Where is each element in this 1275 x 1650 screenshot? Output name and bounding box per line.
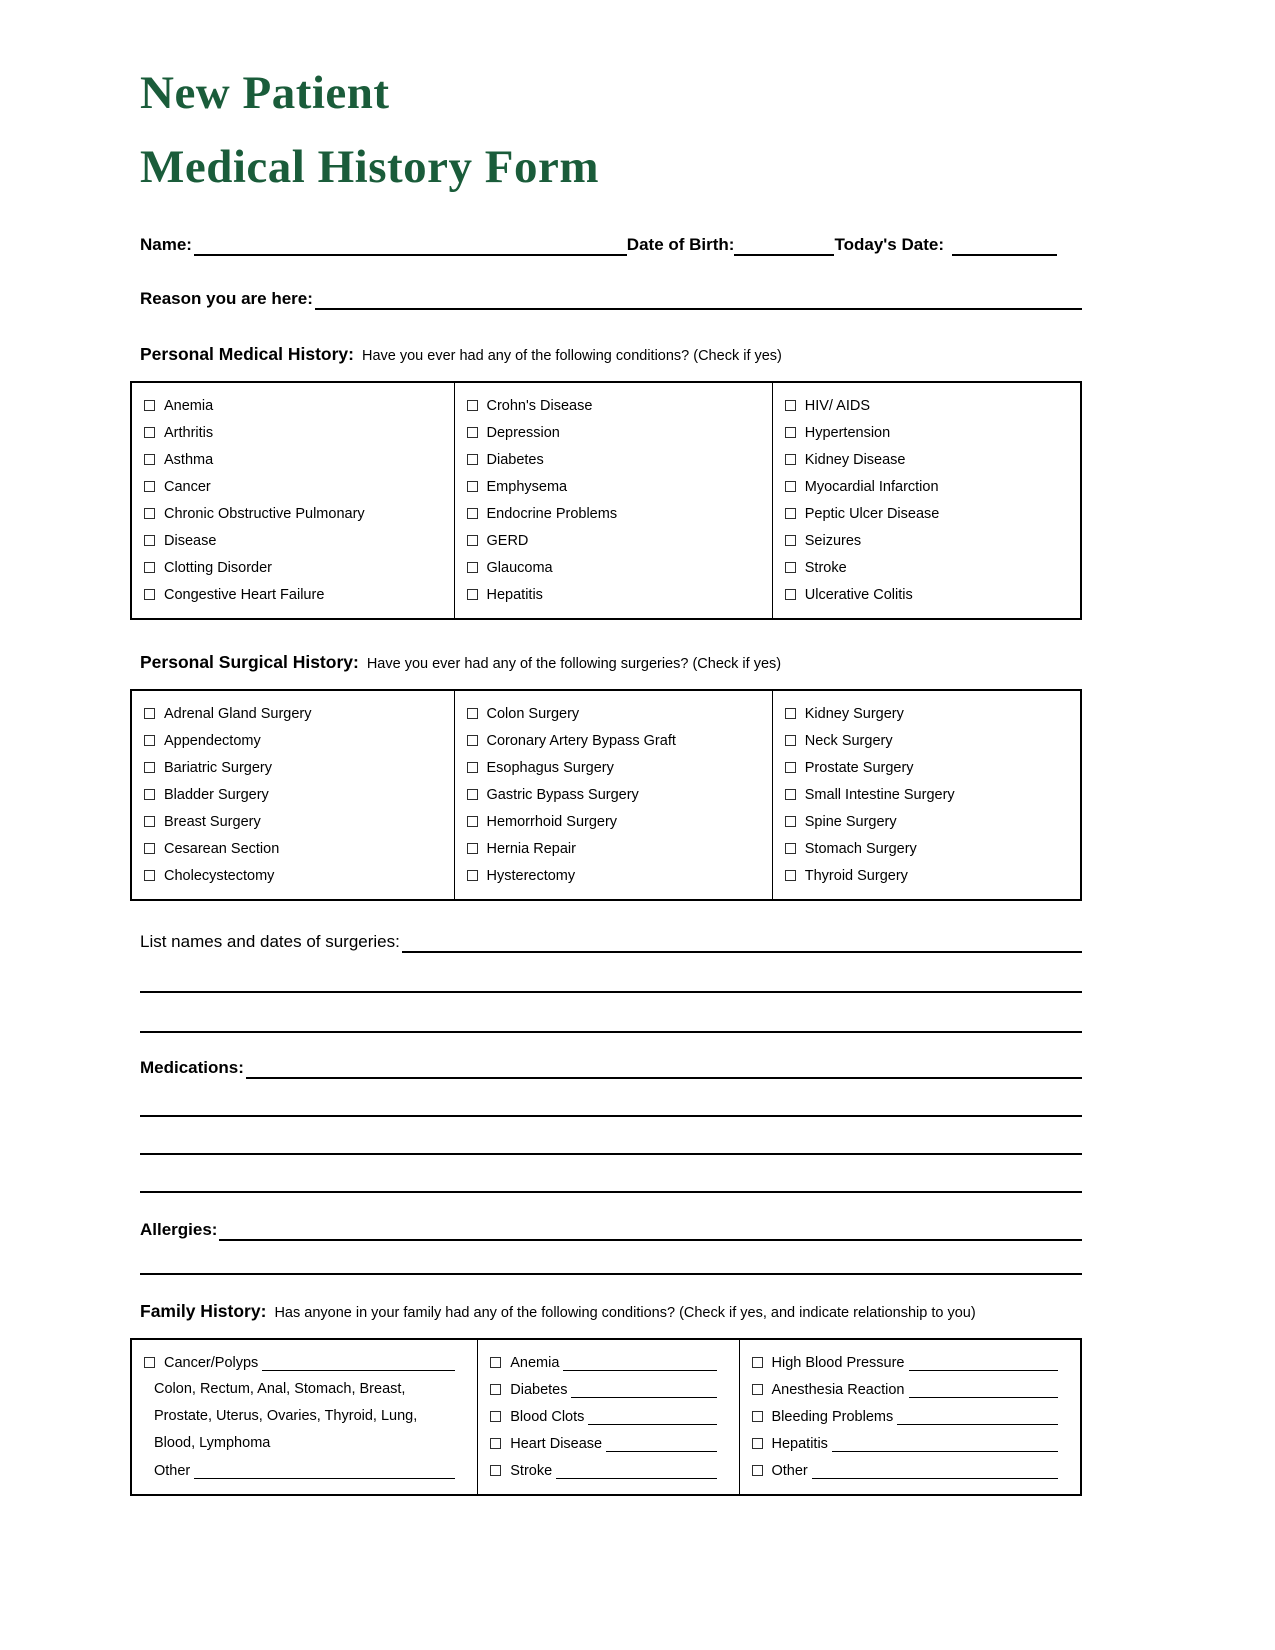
checkbox-label: Gastric Bypass Surgery (486, 786, 639, 803)
checkbox-label: Hepatitis (486, 586, 543, 603)
checkbox-label: Esophagus Surgery (486, 759, 614, 776)
checkbox-item[interactable] (785, 392, 1072, 419)
checkbox-label: HIV/ AIDS (804, 397, 871, 414)
table-row (131, 1339, 1081, 1495)
checkbox[interactable] (785, 816, 796, 827)
cancer-types-note: Blood, Lymphoma (154, 1435, 271, 1451)
surgical-history-subtext: Have you ever had any of the following surgeries? (Check if yes) (366, 656, 782, 672)
checkbox-label: Cesarean Section (164, 840, 280, 857)
checkbox[interactable] (467, 400, 478, 411)
checkbox[interactable] (144, 789, 155, 800)
checkbox-label: Anemia (510, 1354, 560, 1371)
family-history-column-1 (131, 1339, 478, 1495)
checkbox-label: Heart Disease (510, 1435, 603, 1452)
checkbox-label: Thyroid Surgery (804, 867, 908, 884)
reason-label: Reason you are here: (140, 289, 313, 308)
checkbox-label: Cholecystectomy (164, 867, 275, 884)
checkbox-label: Peptic Ulcer Disease (804, 505, 940, 522)
checkbox-label: Crohn's Disease (486, 397, 593, 414)
checkbox[interactable] (752, 1438, 763, 1449)
todays-date-input-line[interactable] (952, 252, 1057, 256)
checkbox[interactable] (144, 535, 155, 546)
checkbox-item[interactable] (490, 1403, 730, 1430)
checkbox-label: Appendectomy (164, 732, 261, 749)
checkbox[interactable] (144, 400, 155, 411)
checkbox-item[interactable] (144, 727, 446, 754)
surgeries-list-row (140, 931, 1082, 953)
checkbox-label: Depression (486, 424, 560, 441)
checkbox-label: Glaucoma (486, 559, 553, 576)
family-history-column-3 (739, 1339, 1081, 1495)
form-title-line2: Medical History Form (140, 141, 599, 193)
write-in-line[interactable] (140, 1241, 1082, 1275)
checkbox-item[interactable] (752, 1430, 1073, 1457)
checkbox-label: Endocrine Problems (486, 505, 618, 522)
checkbox-label: Prostate Surgery (804, 759, 914, 776)
cancer-types-note: Prostate, Uterus, Ovaries, Thyroid, Lung, (154, 1408, 418, 1424)
checkbox[interactable] (785, 589, 796, 600)
checkbox[interactable] (144, 481, 155, 492)
family-history-table (130, 1338, 1082, 1496)
surgical-history-heading-label: Personal Surgical History: (140, 652, 359, 672)
checkbox[interactable] (144, 870, 155, 881)
checkbox-item[interactable] (752, 1403, 1073, 1430)
checkbox-item[interactable] (467, 781, 764, 808)
checkbox[interactable] (467, 843, 478, 854)
checkbox-label: Cancer (164, 478, 211, 495)
todays-date-label: Today's Date: (834, 235, 944, 254)
checkbox-label: Ulcerative Colitis (804, 586, 913, 603)
checkbox-item[interactable] (144, 754, 446, 781)
checkbox-item[interactable] (467, 446, 764, 473)
checkbox-label: Hypertension (804, 424, 891, 441)
checkbox[interactable] (467, 589, 478, 600)
checkbox[interactable] (144, 762, 155, 773)
dob-label: Date of Birth: (626, 235, 735, 254)
checkbox-item[interactable] (467, 554, 764, 581)
checkbox[interactable] (144, 454, 155, 465)
checkbox[interactable] (144, 508, 155, 519)
name-label: Name: (140, 235, 192, 254)
checkbox[interactable] (752, 1384, 763, 1395)
relationship-input-line[interactable] (812, 1476, 1058, 1479)
checkbox[interactable] (467, 816, 478, 827)
checkbox[interactable] (752, 1357, 763, 1368)
write-in-line[interactable] (140, 993, 1082, 1033)
checkbox-item[interactable] (490, 1376, 730, 1403)
checkbox-label: Bleeding Problems (771, 1408, 894, 1425)
checkbox[interactable] (785, 454, 796, 465)
table-row (131, 382, 1081, 619)
checkbox[interactable] (467, 870, 478, 881)
checkbox-item[interactable] (785, 419, 1072, 446)
checkbox-item[interactable] (144, 419, 446, 446)
other-row (144, 1457, 469, 1484)
checkbox-label: Diabetes (510, 1381, 568, 1398)
medical-history-heading (140, 344, 1082, 365)
reason-input-line[interactable] (315, 306, 1082, 310)
relationship-input-line[interactable] (897, 1422, 1058, 1425)
checkbox[interactable] (490, 1357, 501, 1368)
checkbox[interactable] (467, 789, 478, 800)
checkbox-item[interactable] (785, 862, 1072, 889)
checkbox-item[interactable] (144, 808, 446, 835)
checkbox-label: High Blood Pressure (771, 1354, 905, 1371)
checkbox-item[interactable] (144, 781, 446, 808)
checkbox-item[interactable] (144, 554, 446, 581)
relationship-input-line[interactable] (588, 1422, 716, 1425)
medical-history-column-1 (131, 382, 454, 619)
checkbox-item[interactable] (467, 727, 764, 754)
medications-row (140, 1057, 1082, 1079)
surgical-history-column-2 (454, 690, 772, 900)
checkbox-item[interactable] (490, 1430, 730, 1457)
checkbox-label: Stomach Surgery (804, 840, 917, 857)
relationship-input-line[interactable] (262, 1368, 455, 1371)
checkbox[interactable] (785, 789, 796, 800)
checkbox-item[interactable] (490, 1457, 730, 1484)
checkbox[interactable] (467, 535, 478, 546)
checkbox-item[interactable] (144, 862, 446, 889)
checkbox-label: Hysterectomy (486, 867, 576, 884)
checkbox-item[interactable] (467, 808, 764, 835)
checkbox-label: Cancer/Polyps (164, 1354, 259, 1371)
family-history-heading (140, 1301, 1082, 1322)
checkbox-item[interactable] (785, 473, 1072, 500)
checkbox-item[interactable] (467, 527, 764, 554)
checkbox-label: Asthma (164, 451, 214, 468)
checkbox-item[interactable] (467, 581, 764, 608)
allergies-input-line[interactable] (219, 1237, 1082, 1241)
checkbox-label: Blood Clots (510, 1408, 585, 1425)
checkbox-label: Stroke (510, 1462, 553, 1479)
checkbox-item[interactable] (467, 754, 764, 781)
checkbox-label: Anemia (164, 397, 214, 414)
checkbox-label: Arthritis (164, 424, 214, 441)
checkbox[interactable] (490, 1411, 501, 1422)
checkbox-item[interactable] (785, 446, 1072, 473)
medical-history-table (130, 381, 1082, 620)
checkbox-item[interactable] (752, 1376, 1073, 1403)
family-history-subtext: Has anyone in your family had any of the following conditions? (Check if yes, and indicate relationship to you) (274, 1305, 976, 1321)
checkbox[interactable] (785, 427, 796, 438)
checkbox-label: Other (771, 1462, 808, 1479)
checkbox-item[interactable] (785, 754, 1072, 781)
checkbox-label: Seizures (804, 532, 862, 549)
checkbox-label: Clotting Disorder (164, 559, 272, 576)
checkbox-label: Coronary Artery Bypass Graft (486, 732, 676, 749)
medical-history-subtext: Have you ever had any of the following conditions? (Check if yes) (361, 348, 782, 364)
checkbox-label: Kidney Surgery (804, 705, 904, 722)
checkbox-item[interactable] (467, 862, 764, 889)
allergies-label: Allergies: (140, 1220, 218, 1239)
checkbox[interactable] (785, 843, 796, 854)
form-title-line1: New Patient (140, 67, 390, 119)
relationship-input-line[interactable] (556, 1476, 716, 1479)
checkbox-label: Myocardial Infarction (804, 478, 939, 495)
checkbox[interactable] (467, 481, 478, 492)
checkbox[interactable] (144, 708, 155, 719)
checkbox[interactable] (785, 535, 796, 546)
checkbox-label: Neck Surgery (804, 732, 893, 749)
medications-label: Medications: (140, 1058, 244, 1077)
write-in-line[interactable] (140, 1117, 1082, 1155)
table-row (131, 690, 1081, 900)
checkbox-label: Spine Surgery (804, 813, 897, 830)
checkbox[interactable] (785, 400, 796, 411)
checkbox-label: Emphysema (486, 478, 568, 495)
checkbox-item[interactable] (785, 581, 1072, 608)
checkbox-item[interactable] (785, 700, 1072, 727)
checkbox-item[interactable] (752, 1349, 1073, 1376)
checkbox-item[interactable] (785, 554, 1072, 581)
checkbox-label: Diabetes (486, 451, 544, 468)
checkbox-item[interactable] (467, 500, 764, 527)
checkbox-label: Colon Surgery (486, 705, 580, 722)
reason-row (140, 288, 1082, 310)
surgeries-input-line[interactable] (402, 949, 1082, 953)
checkbox[interactable] (144, 1357, 155, 1368)
family-history-column-2 (478, 1339, 739, 1495)
checkbox-label: Disease (164, 532, 217, 549)
surgical-history-heading (140, 652, 1082, 673)
cancer-types-note: Colon, Rectum, Anal, Stomach, Breast, (154, 1381, 406, 1397)
other-label: Other (154, 1462, 191, 1479)
checkbox[interactable] (785, 562, 796, 573)
checkbox-item[interactable] (785, 527, 1072, 554)
checkbox-item[interactable] (144, 527, 446, 554)
checkbox-item[interactable] (467, 392, 764, 419)
checkbox-label: Kidney Disease (804, 451, 906, 468)
relationship-input-line[interactable] (563, 1368, 716, 1371)
checkbox[interactable] (785, 481, 796, 492)
checkbox[interactable] (785, 708, 796, 719)
checkbox[interactable] (490, 1465, 501, 1476)
checkbox-label: Bladder Surgery (164, 786, 269, 803)
checkbox[interactable] (785, 735, 796, 746)
checkbox[interactable] (785, 870, 796, 881)
checkbox[interactable] (467, 708, 478, 719)
checkbox-label: Anesthesia Reaction (771, 1381, 905, 1398)
relationship-input-line[interactable] (909, 1395, 1059, 1398)
checkbox[interactable] (144, 427, 155, 438)
checkbox-item[interactable] (490, 1349, 730, 1376)
surgeries-list-label: List names and dates of surgeries: (140, 932, 400, 951)
patient-info-row (140, 234, 1082, 256)
checkbox-item[interactable] (785, 808, 1072, 835)
checkbox-label: Hepatitis (771, 1435, 828, 1452)
checkbox[interactable] (752, 1411, 763, 1422)
family-history-heading-label: Family History: (140, 1301, 267, 1321)
checkbox[interactable] (490, 1438, 501, 1449)
checkbox-item[interactable] (785, 835, 1072, 862)
checkbox[interactable] (144, 589, 155, 600)
write-in-line[interactable] (140, 1155, 1082, 1193)
checkbox-item[interactable] (467, 419, 764, 446)
surgical-history-table (130, 689, 1082, 901)
medical-history-column-3 (772, 382, 1081, 619)
medical-history-column-2 (454, 382, 772, 619)
checkbox-label: Chronic Obstructive Pulmonary (164, 505, 365, 522)
checkbox-label: Adrenal Gland Surgery (164, 705, 312, 722)
checkbox-label: Stroke (804, 559, 847, 576)
relationship-input-line[interactable] (606, 1449, 716, 1452)
checkbox-label: Small Intestine Surgery (804, 786, 955, 803)
write-in-line[interactable] (140, 953, 1082, 993)
checkbox[interactable] (785, 508, 796, 519)
checkbox-item[interactable] (785, 500, 1072, 527)
checkbox-item[interactable] (144, 835, 446, 862)
checkbox-item[interactable] (785, 727, 1072, 754)
checkbox-item[interactable] (467, 700, 764, 727)
checkbox-item[interactable] (144, 473, 446, 500)
checkbox-item[interactable] (785, 781, 1072, 808)
checkbox-item[interactable] (752, 1457, 1073, 1484)
checkbox-label: Hemorrhoid Surgery (486, 813, 618, 830)
relationship-input-line[interactable] (909, 1368, 1059, 1371)
checkbox-label: GERD (486, 532, 529, 549)
checkbox[interactable] (752, 1465, 763, 1476)
checkbox-label: Bariatric Surgery (164, 759, 272, 776)
checkbox-label: Breast Surgery (164, 813, 261, 830)
checkbox[interactable] (467, 508, 478, 519)
checkbox-item[interactable] (144, 581, 446, 608)
medical-history-heading-label: Personal Medical History: (140, 344, 354, 364)
checkbox[interactable] (144, 816, 155, 827)
checkbox-item[interactable] (144, 392, 446, 419)
surgical-history-column-3 (772, 690, 1081, 900)
name-input-line[interactable] (194, 252, 627, 256)
checkbox-item[interactable] (144, 500, 446, 527)
checkbox-label: Hernia Repair (486, 840, 576, 857)
allergies-row (140, 1219, 1082, 1241)
checkbox[interactable] (467, 454, 478, 465)
checkbox[interactable] (785, 762, 796, 773)
checkbox[interactable] (467, 735, 478, 746)
checkbox-item[interactable] (144, 446, 446, 473)
relationship-input-line[interactable] (571, 1395, 716, 1398)
checkbox-item[interactable] (144, 700, 446, 727)
form-title (140, 56, 1082, 204)
checkbox[interactable] (144, 735, 155, 746)
checkbox-item[interactable] (467, 473, 764, 500)
write-in-line[interactable] (140, 1079, 1082, 1117)
checkbox-item[interactable] (144, 1349, 469, 1376)
checkbox[interactable] (467, 427, 478, 438)
medications-input-line[interactable] (246, 1075, 1082, 1079)
checkbox[interactable] (144, 843, 155, 854)
dob-input-line[interactable] (734, 252, 834, 256)
checkbox-item[interactable] (467, 835, 764, 862)
checkbox[interactable] (467, 762, 478, 773)
checkbox[interactable] (144, 562, 155, 573)
checkbox[interactable] (490, 1384, 501, 1395)
checkbox-label: Congestive Heart Failure (164, 586, 325, 603)
other-input-line[interactable] (194, 1476, 455, 1479)
surgical-history-column-1 (131, 690, 454, 900)
checkbox[interactable] (467, 562, 478, 573)
relationship-input-line[interactable] (832, 1449, 1058, 1452)
